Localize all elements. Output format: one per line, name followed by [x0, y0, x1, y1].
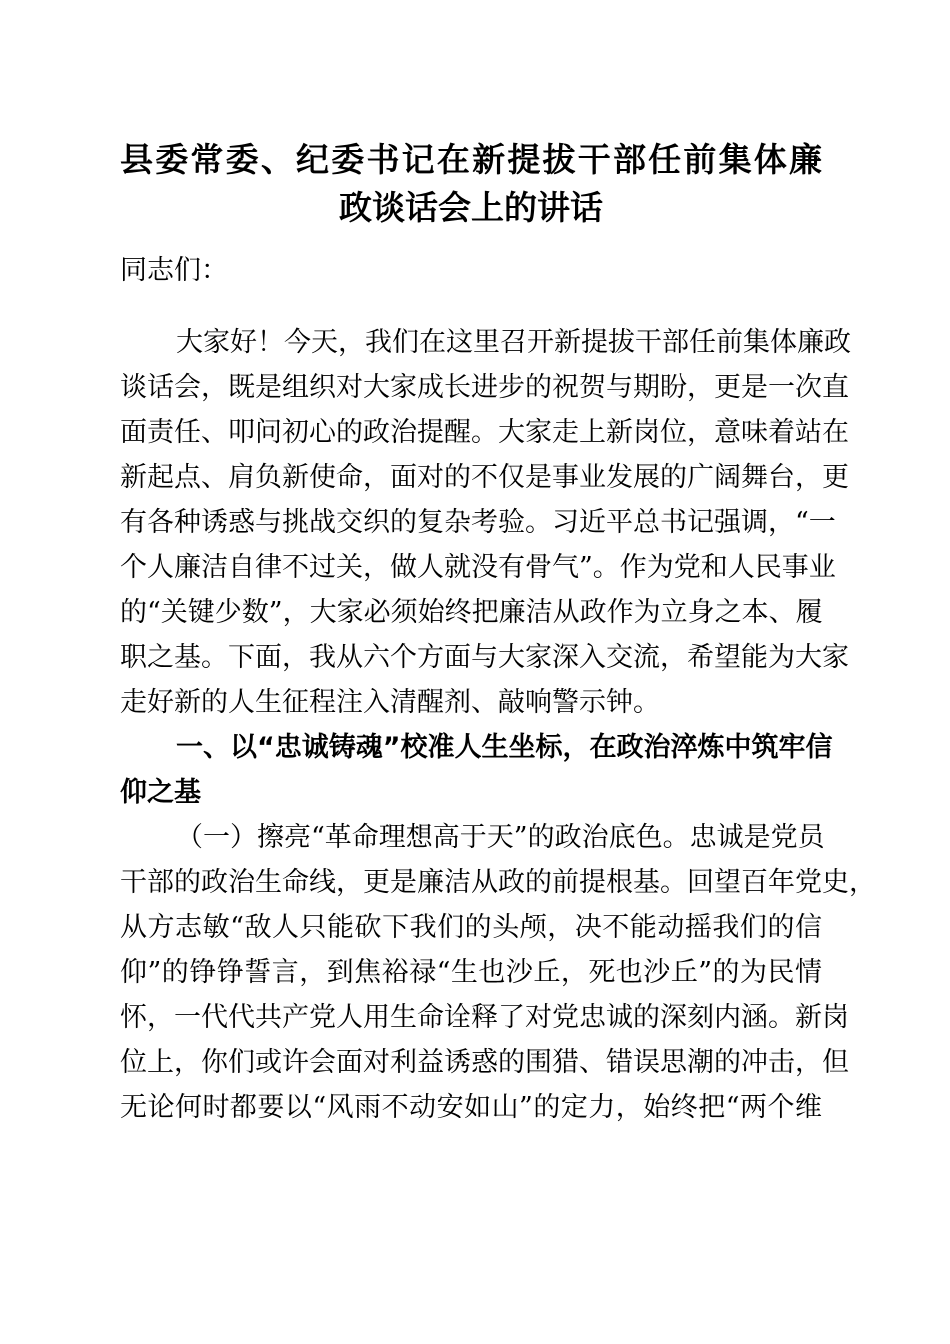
document-title-line-2: 政谈话会上的讲话 [339, 188, 603, 227]
salutation: 同志们： [120, 255, 228, 286]
text-line: 无论何时都要以“风雨不动安如山”的定力，始终把“两个维 [120, 1092, 822, 1123]
text-line: 的“关键少数”，大家必须始终把廉洁从政作为立身之本、履 [120, 597, 823, 628]
heading-line: 仰之基 [120, 777, 201, 808]
text-line: 从方志敏“敌人只能砍下我们的头颅，决不能动摇我们的信 [120, 912, 822, 943]
text-line: 个人廉洁自律不过关，做人就没有骨气”。作为党和人民事业 [120, 552, 836, 583]
text-line: 面责任、叩问初心的政治提醒。大家走上新岗位，意味着站在 [120, 417, 849, 448]
text-line: 干部的政治生命线，更是廉洁从政的前提根基。回望百年党史， [120, 867, 876, 898]
text-line: 大家好！今天，我们在这里召开新提拔干部任前集体廉政 [176, 327, 851, 358]
text-line: 谈话会，既是组织对大家成长进步的祝贺与期盼，更是一次直 [120, 372, 849, 403]
text-line: 仰”的铮铮誓言，到焦裕禄“生也沙丘，死也沙丘”的为民情 [120, 957, 822, 988]
text-line: 走好新的人生征程注入清醒剂、敲响警示钟。 [120, 687, 660, 718]
text-line: 有各种诱惑与挑战交织的复杂考验。习近平总书记强调，“一 [120, 507, 836, 538]
text-line: （一）擦亮“革命理想高于天”的政治底色。忠诚是党员 [176, 822, 825, 853]
text-line: 位上，你们或许会面对利益诱惑的围猎、错误思潮的冲击，但 [120, 1047, 849, 1078]
text-line: 怀，一代代共产党人用生命诠释了对党忠诚的深刻内涵。新岗 [120, 1002, 849, 1033]
heading-line: 一、以“忠诚铸魂”校准人生坐标，在政治淬炼中筑牢信 [176, 732, 833, 763]
document-title-line-1: 县委常委、纪委书记在新提拔干部任前集体廉 [120, 140, 822, 179]
text-line: 职之基。下面，我从六个方面与大家深入交流，希望能为大家 [120, 642, 849, 673]
text-line: 新起点、肩负新使命，面对的不仅是事业发展的广阔舞台，更 [120, 462, 849, 493]
